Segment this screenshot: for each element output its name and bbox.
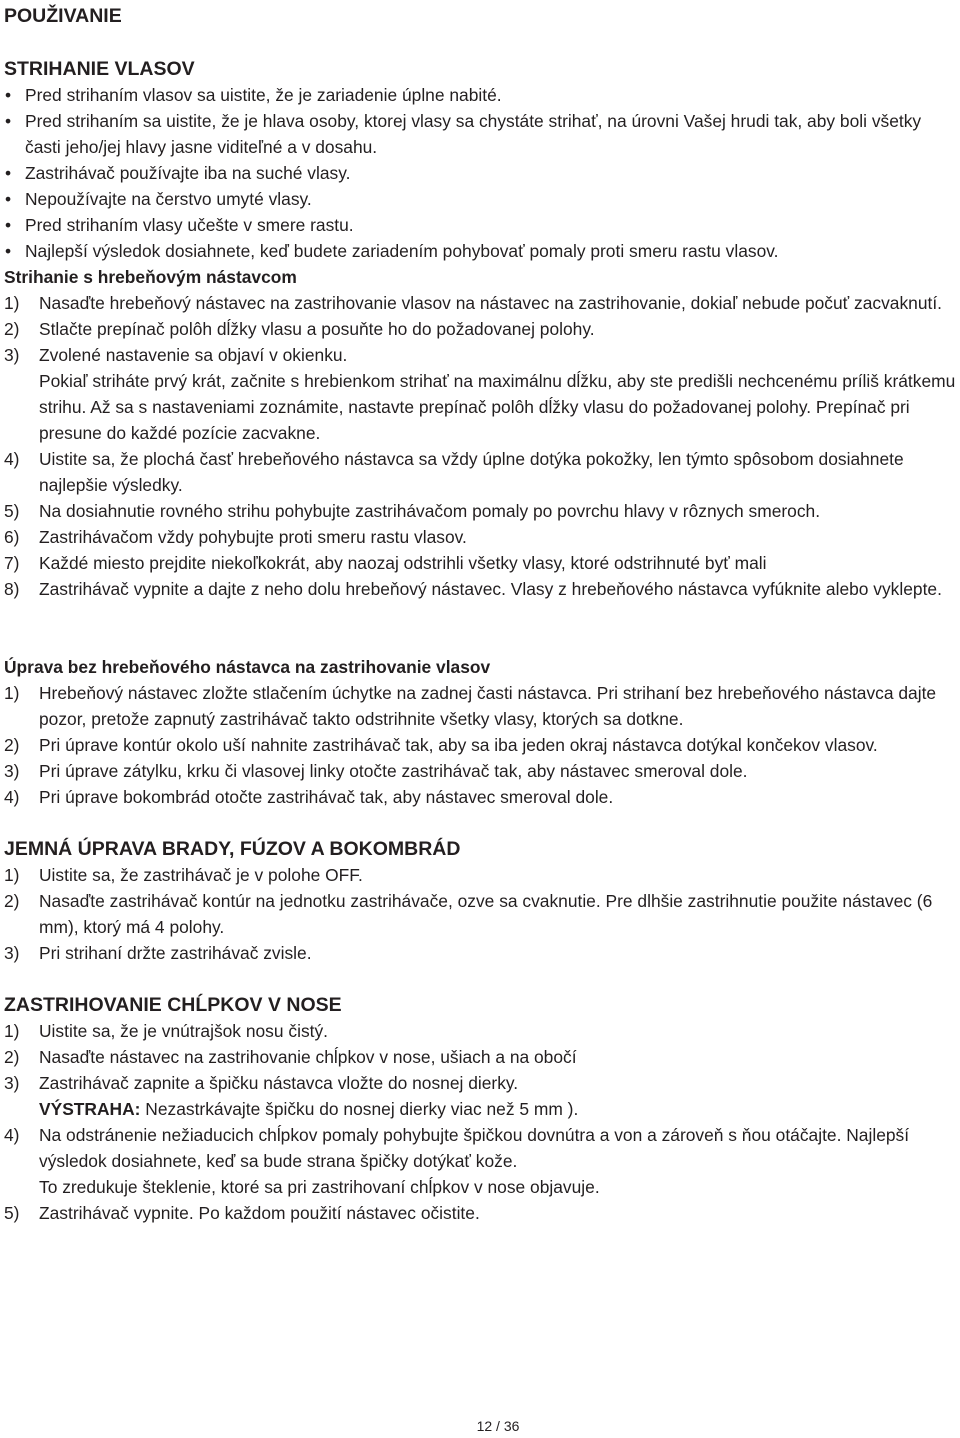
list-item: 6) Zastrihávačom vždy pohybujte proti smeru rastu vlasov.	[4, 527, 467, 547]
warning-note	[4, 1096, 956, 1122]
nose-steps-list	[4, 1018, 956, 1226]
list-item: 2) Pri úprave kontúr okolo uší nahnite zastrihávač tak, aby sa iba jeden okraj nástavca dotýkal končekov vlasov.	[4, 735, 878, 755]
list-item: 5) Zastrihávač vypnite. Po každom použití nástavec očistite.	[4, 1203, 480, 1223]
subsection-heading-comb: Strihanie s hrebeňovým nástavcom	[4, 267, 297, 287]
list-item: 2) Nasaďte zastrihávač kontúr na jednotku zastrihávače, ozve sa cvaknutie. Pre dlhšie zastrihnutie použite nástavec (6 mm), ktorý má 4 polohy.	[4, 891, 933, 937]
section-heading-beard: JEMNÁ ÚPRAVA BRADY, FÚZOV A BOKOMBRÁD	[4, 838, 461, 860]
warning-text: Nezastrkávajte špičku do nosnej dierky viac než 5 mm ).	[140, 1099, 579, 1119]
beard-steps-list	[4, 862, 956, 966]
list-item: 3) Pri strihaní držte zastrihávač zvisle.	[4, 943, 312, 963]
warning-label: VÝSTRAHA:	[39, 1099, 141, 1119]
hair-bullet-list	[4, 82, 956, 264]
list-item: 3) Zastrihávač zapnite a špičku nástavca vložte do nosnej dierky.	[4, 1073, 519, 1093]
list-item: 1) Nasaďte hrebeňový nástavec na zastrihovanie vlasov na nástavec na zastrihovanie, dokiaľ nebude počuť zacvaknutí.	[4, 293, 942, 313]
list-item: 5) Na dosiahnutie rovného strihu pohybujte zastrihávačom pomaly po povrchu hlavy v rôznych smeroch.	[4, 501, 821, 521]
comb-steps-list	[4, 290, 956, 602]
list-item: 4) Na odstránenie nežiaducich chĺpkov pomaly pohybujte špičkou dovnútra a von a zároveň s ňou otáčajte. Najlepší výsledok dosiahnete, keď sa bude strana špičky dotýkať kože.	[4, 1125, 910, 1171]
section-heading-hair: STRIHANIE VLASOV	[4, 58, 195, 80]
list-item: 3) Zvolené nastavenie sa objaví v okienku.	[4, 345, 348, 365]
section-heading-no-comb: Úprava bez hrebeňového nástavca na zastrihovanie vlasov	[4, 657, 491, 677]
section-heading-nose: ZASTRIHOVANIE CHĹPKOV V NOSE	[4, 994, 342, 1016]
document-page	[4, 0, 956, 1226]
list-item: • Pred strihaním vlasy učešte v smere rastu.	[4, 212, 956, 238]
list-item: 4) Uistite sa, že plochá časť hrebeňového nástavca sa vždy úplne dotýka pokožky, len týmto spôsobom dosiahnete najlepšie výsledky.	[4, 449, 904, 495]
list-item: 1) Uistite sa, že zastrihávač je v polohe OFF.	[4, 865, 363, 885]
list-item: • Najlepší výsledok dosiahnete, keď budete zariadením pohybovať pomaly proti smeru rastu vlasov.	[4, 238, 956, 264]
list-item: 7) Každé miesto prejdite niekoľkokrát, aby naozaj odstrihli všetky vlasy, ktoré odstrihnuté byť mali	[4, 553, 767, 573]
list-item: 1) Hrebeňový nástavec zložte stlačením úchytke na zadnej časti nástavca. Pri strihaní bez hrebeňového nástavca dajte pozor, pretože zapnutý zastrihávač takto odstrihnite všetky vlasy, ktorých sa dotkne.	[4, 683, 937, 729]
list-item: • Zastrihávač používajte iba na suché vlasy.	[4, 160, 956, 186]
list-item-continuation: Pokiaľ strihátе prvý krát, začnite s hrebienkom strihať na maximálnu dĺžku, aby ste predišli nechcenému príliš krátkemu strihu. Až sa s nastaveniami zoznámite, nastavte prepínač polôh dĺžky vlasu do požadovanej polohy. Prepínač pri presune do každé pozície zacvakne.	[39, 371, 956, 443]
page-number: 12 / 36	[476, 1418, 520, 1434]
list-item: 3) Pri úprave zátylku, krku či vlasovej linky otočte zastrihávač tak, aby nástavec smeroval dole.	[4, 761, 748, 781]
list-item-continuation: To zredukuje šteklenie, ktoré sa pri zastrihovaní chĺpkov v nose objavuje.	[39, 1177, 600, 1197]
list-item: 8) Zastrihávač vypnite a dajte z neho dolu hrebeňový nástavec. Vlasy z hrebeňového nástavca vyfúknite alebo vyklepte.	[4, 579, 942, 599]
page-title: POUŽIVANIE	[4, 5, 122, 27]
list-item: 2) Nasaďte nástavec na zastrihovanie chĺpkov v nose, ušiach a na obočí	[4, 1047, 577, 1067]
list-item: 2) Stlačte prepínač polôh dĺžky vlasu a posuňte ho do požadovanej polohy.	[4, 319, 595, 339]
list-item: • Pred strihaním vlasov sa uistite, že je zariadenie úplne nabité.	[4, 82, 956, 108]
list-item: 4) Pri úprave bokombrád otočte zastrihávač tak, aby nástavec smeroval dole.	[4, 787, 614, 807]
no-comb-steps-list	[4, 680, 956, 810]
list-item: 1) Uistite sa, že je vnútrajšok nosu čistý.	[4, 1021, 328, 1041]
list-item: • Nepoužívajte na čerstvo umyté vlasy.	[4, 186, 956, 212]
list-item: • Pred strihaním sa uistite, že je hlava osoby, ktorej vlasy sa chystáte strihať, na úrovni Vašej hrudi tak, aby boli všetky časti jeho/jej hlavy jasne viditeľné a v dosahu.	[4, 108, 956, 160]
